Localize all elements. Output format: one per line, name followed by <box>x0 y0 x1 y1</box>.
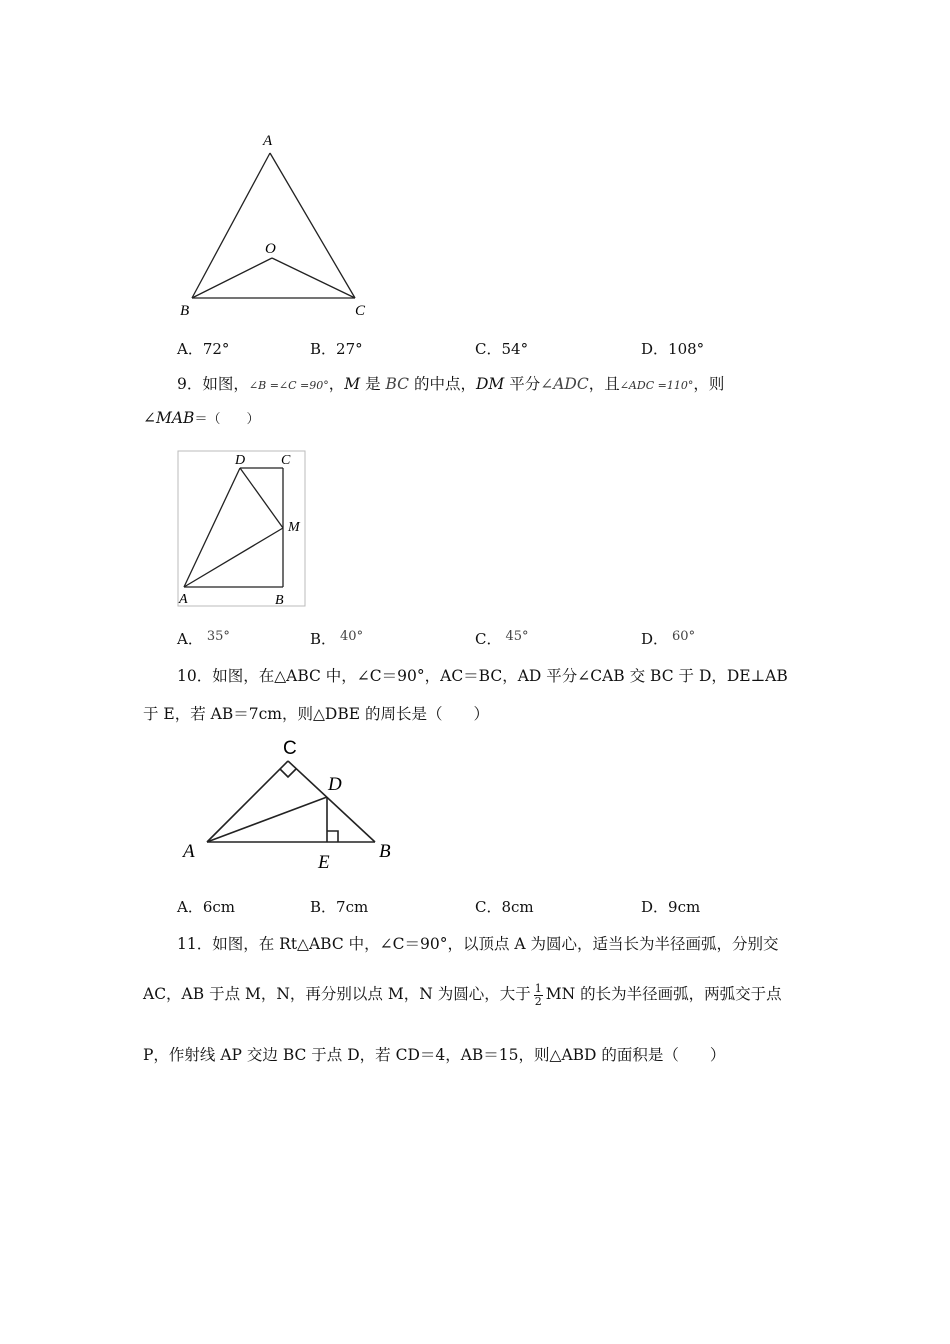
option-value: 72° <box>202 340 230 358</box>
q10-label-a: A <box>183 841 195 862</box>
q11-fraction-half <box>534 983 543 1008</box>
q9-figure-quadrilateral <box>177 450 307 610</box>
q11-text: AC，AB 于点 M，N，再分别以点 M，N 为圆心，大于 <box>143 985 531 1003</box>
option-value: 40° <box>340 629 364 644</box>
q9-ask-angle: ∠MAB <box>143 409 195 427</box>
q8-label-c: C <box>355 303 366 319</box>
q11-stem-line3: P，作射线 AP 交边 BC 于点 D，若 CD＝4，AB＝15，则△ABD 的面积是（ ） <box>143 1046 726 1064</box>
option-letter: D． <box>641 630 669 648</box>
q9-var-dm: DM <box>475 375 505 393</box>
q9-text: ，则 <box>693 375 725 393</box>
option-value: 6cm <box>202 898 236 916</box>
option-value: 8cm <box>501 898 534 916</box>
option-letter: B． <box>310 898 337 916</box>
q9-label-m: M <box>288 520 300 535</box>
q9-angle-adc: ∠ADC <box>540 375 589 393</box>
q10-option-d[interactable] <box>641 896 700 917</box>
q10-label-c: C <box>283 738 297 759</box>
q9-text: 的中点， <box>409 375 476 393</box>
option-value: 7cm <box>336 898 369 916</box>
option-value: 108° <box>668 340 705 358</box>
q9-var-bc: BC <box>385 375 410 393</box>
q9-label-a: A <box>179 592 188 607</box>
q10-option-b[interactable] <box>310 896 368 917</box>
option-value: 54° <box>501 340 529 358</box>
q11-stem-line1: 11．如图，在 Rt△ABC 中，∠C＝90°，以顶点 A 为圆心，适当长为半径画弧，分别交 <box>177 935 779 953</box>
q9-text: ， <box>328 375 345 393</box>
q9-option-b[interactable] <box>310 628 363 649</box>
option-letter: C． <box>475 898 502 916</box>
q9-stem-line2 <box>143 408 259 427</box>
option-value: 9cm <box>668 898 701 916</box>
q10-label-e: E <box>318 852 330 873</box>
option-letter: D． <box>641 340 669 358</box>
option-value: 35° <box>206 629 230 644</box>
q10-stem-line1: 10．如图，在△ABC 中，∠C＝90°，AC＝BC，AD 平分∠CAB 交 BC 于 D，DE⊥AB <box>177 667 788 685</box>
q11-text: MN 的长为半径画弧，两弧交于点 <box>545 985 782 1003</box>
q10-label-b: B <box>379 841 391 862</box>
q9-text: ，且 <box>588 375 620 393</box>
q8-label-a: A <box>263 133 273 149</box>
q9-angle-adc-value: ∠ADC =110° <box>619 379 694 392</box>
option-letter: C． <box>475 340 502 358</box>
q9-text: 如图， <box>202 375 249 393</box>
q8-option-c[interactable] <box>475 338 528 359</box>
option-letter: A． <box>177 630 203 648</box>
q8-figure-triangle-abc <box>170 125 390 325</box>
q9-text: 是 <box>360 375 386 393</box>
option-value: 60° <box>672 629 696 644</box>
q10-option-a[interactable] <box>177 896 235 917</box>
option-letter: A． <box>177 898 203 916</box>
fraction-denominator: 2 <box>534 994 542 1008</box>
q9-blank: ＝（ ） <box>194 412 260 427</box>
q10-stem-line2: 于 E，若 AB＝7cm，则△DBE 的周长是（ ） <box>143 705 489 723</box>
q9-option-d[interactable] <box>641 628 695 649</box>
option-value: 27° <box>336 340 363 358</box>
option-letter: D． <box>641 898 669 916</box>
q8-label-o: O <box>265 241 276 257</box>
fraction-numerator: 1 <box>534 981 542 995</box>
option-letter: C． <box>475 630 502 648</box>
q9-option-c[interactable] <box>475 628 529 649</box>
q9-text: 平分 <box>504 375 541 393</box>
q9-stem-line1 <box>177 372 724 394</box>
q9-angle-condition: ∠B =∠C =90° <box>248 379 329 392</box>
q8-option-d[interactable] <box>641 338 704 359</box>
q10-figure-right-triangle <box>175 730 415 875</box>
q10-label-d: D <box>328 774 342 795</box>
option-letter: A． <box>177 340 203 358</box>
q9-label-b: B <box>275 593 284 608</box>
option-value: 45° <box>505 629 529 644</box>
option-letter: B． <box>310 630 337 648</box>
option-letter: B． <box>310 340 337 358</box>
q8-label-b: B <box>180 303 190 319</box>
q8-option-b[interactable] <box>310 338 363 359</box>
q9-label-c: C <box>281 453 291 468</box>
q9-label-d: D <box>235 453 246 468</box>
q8-option-a[interactable] <box>177 338 229 359</box>
q11-stem-line2 <box>143 982 782 1008</box>
q9-number: 9． <box>177 375 203 393</box>
q9-var-m: M <box>344 375 361 393</box>
q10-option-c[interactable] <box>475 896 534 917</box>
q9-option-a[interactable] <box>177 628 230 649</box>
